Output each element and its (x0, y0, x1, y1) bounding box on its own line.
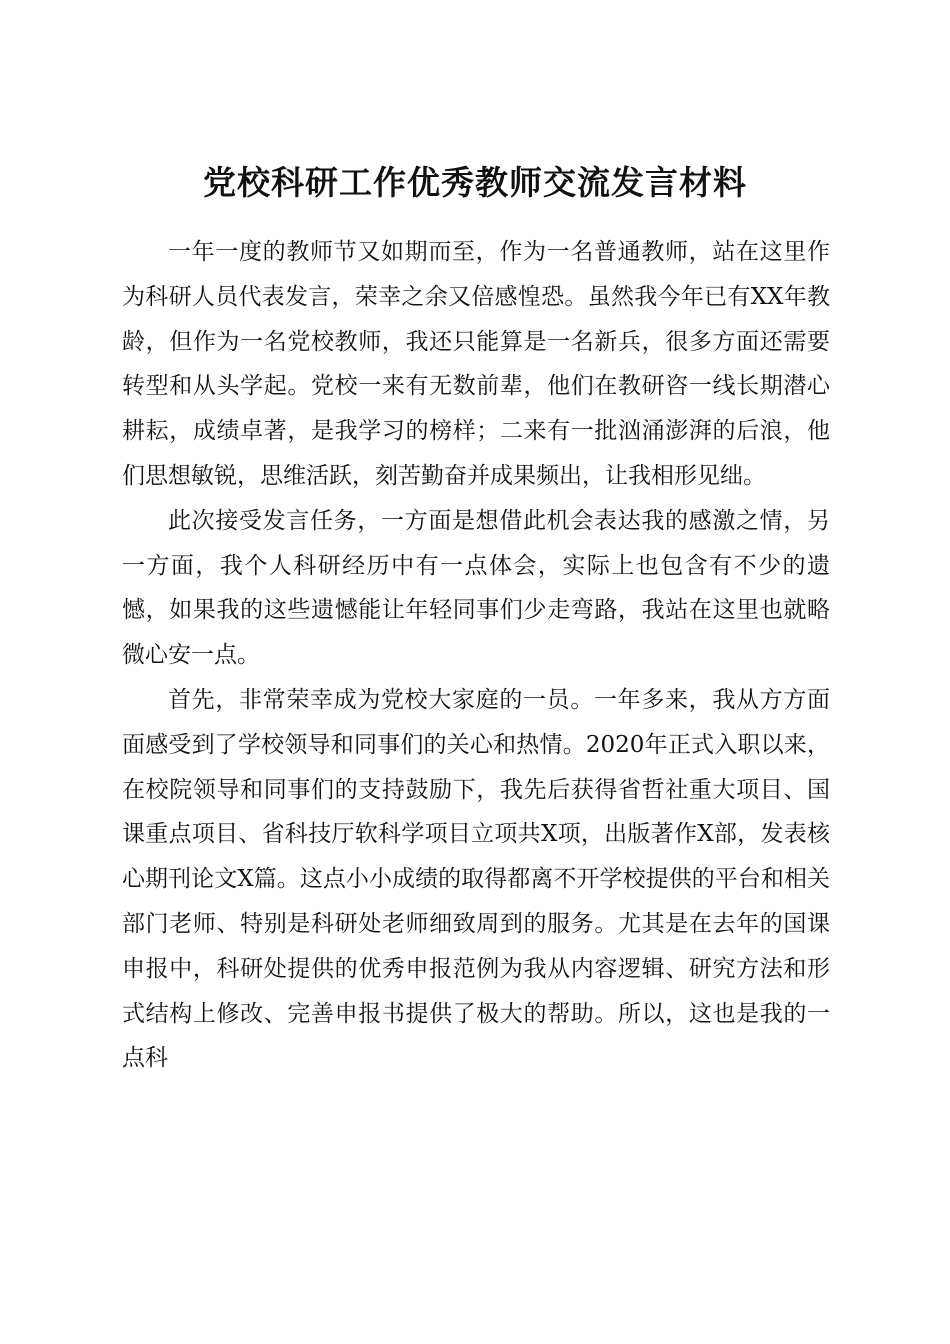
paragraph-3: 首先，非常荣幸成为党校大家庭的一员。一年多来，我从方方面面感受到了学校领导和同事们的关心和热情。2020年正式入职以来，在校院领导和同事们的支持鼓励下，我先后获得省哲社重大项目、国课重点项目、省科技厅软科学项目立项共X项，出版著作X部，发表核心期刊论文X篇。这点小小成绩的取得都离不开学校提供的平台和相关部门老师、特别是科研处老师细致周到的服务。尤其是在去年的国课申报中，科研处提供的优秀申报范例为我从内容逻辑、研究方法和形式结构上修改、完善申报书提供了极大的帮助。所以，这也是我的一点科 (122, 686, 830, 1072)
paragraph-2: 此次接受发言任务，一方面是想借此机会表达我的感激之情，另一方面，我个人科研经历中有一点体会，实际上也包含有不少的遗憾，如果我的这些遗憾能让年轻同事们少走弯路，我站在这里也就略微心安一点。 (122, 507, 830, 669)
document-title: 党校科研工作优秀教师交流发言材料 (203, 163, 747, 203)
paragraph-1: 一年一度的教师节又如期而至，作为一名普通教师，站在这里作为科研人员代表发言，荣幸之余又倍感惶恐。虽然我今年已有XX年教龄，但作为一名党校教师，我还只能算是一名新兵，很多方面还需要转型和从头学起。党校一来有无数前辈，他们在教研咨一线长期潜心耕耘，成绩卓著，是我学习的榜样；二来有一批汹涌澎湃的后浪，他们思想敏锐，思维活跃，刻苦勤奋并成果频出，让我相形见绌。 (122, 239, 830, 489)
document-body (122, 230, 830, 1081)
